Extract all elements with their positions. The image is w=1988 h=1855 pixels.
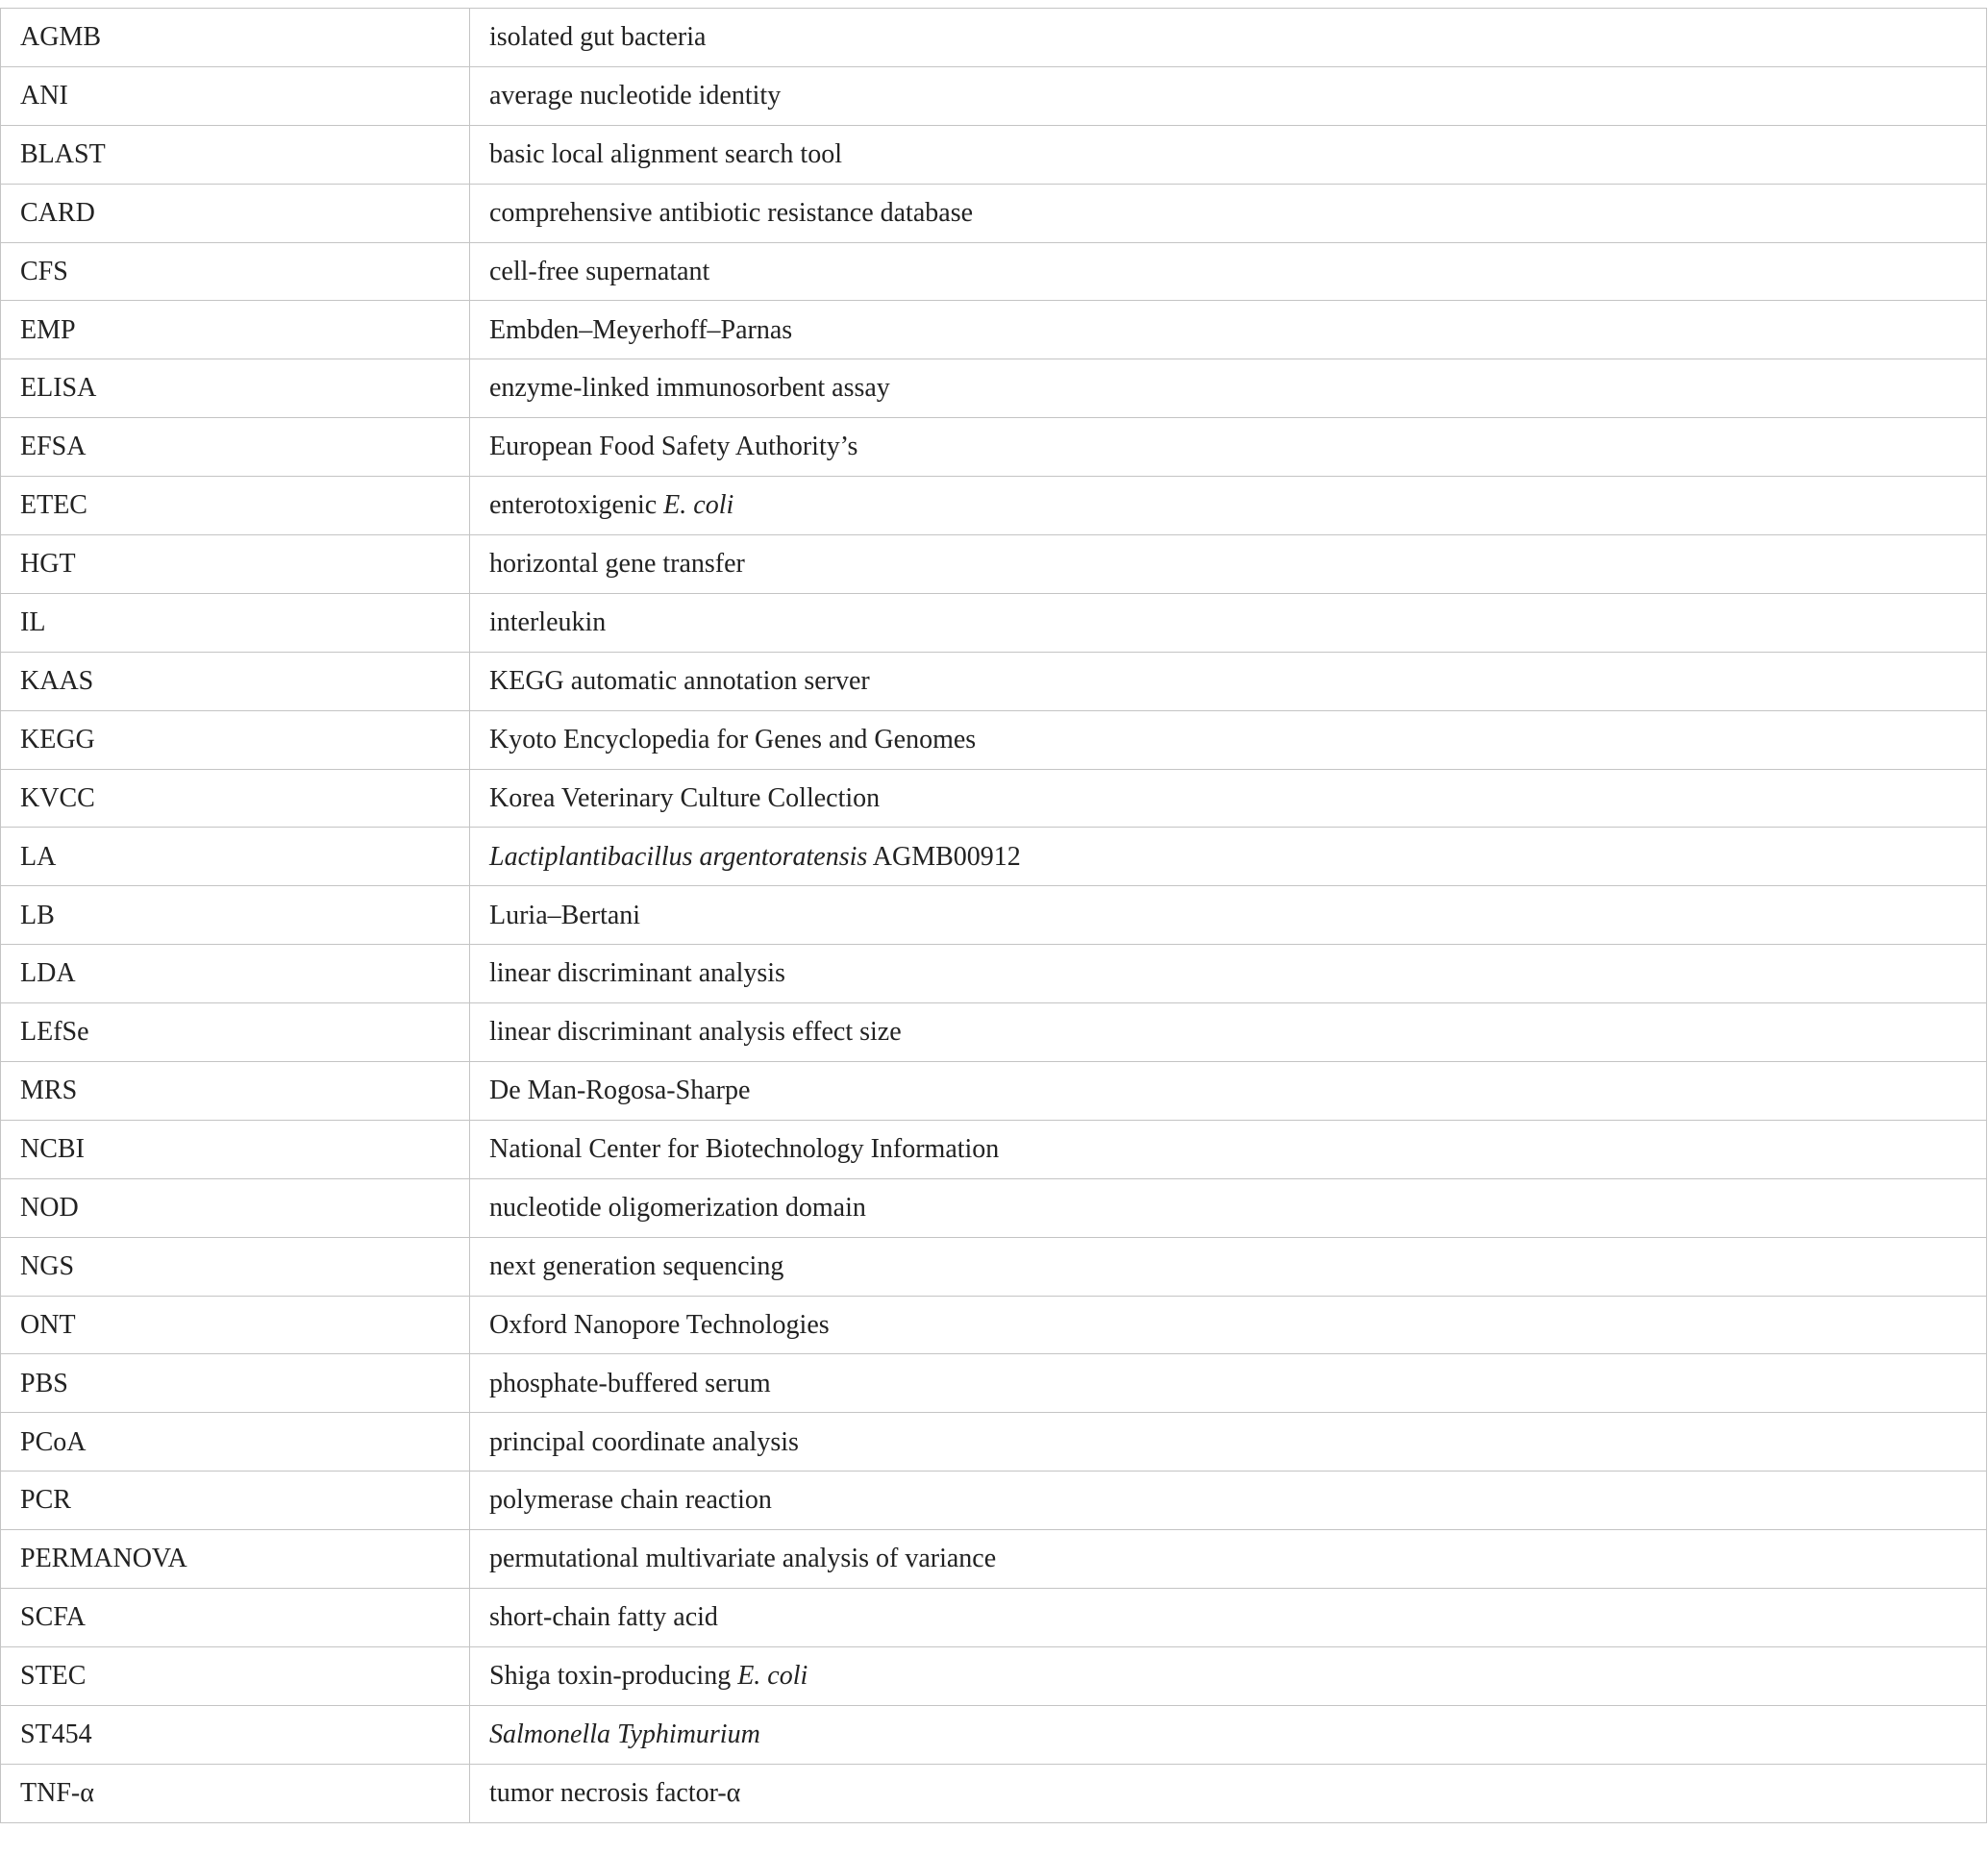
definition-text: short-chain fatty acid bbox=[489, 1602, 718, 1633]
abbreviation-cell: CFS bbox=[1, 242, 470, 301]
definition-cell bbox=[470, 9, 1987, 67]
definition-text: Embden–Meyerhoff–Parnas bbox=[489, 314, 793, 345]
definition-cell bbox=[470, 769, 1987, 828]
table-row bbox=[1, 184, 1987, 242]
abbreviation-cell: NGS bbox=[1, 1237, 470, 1296]
abbreviation-cell: PBS bbox=[1, 1354, 470, 1413]
definition-cell bbox=[470, 535, 1987, 594]
definition-cell bbox=[470, 1237, 1987, 1296]
table-row bbox=[1, 1413, 1987, 1472]
abbreviation-cell: EMP bbox=[1, 301, 470, 359]
abbreviation-cell: ST454 bbox=[1, 1705, 470, 1764]
table-row bbox=[1, 1530, 1987, 1589]
table-row bbox=[1, 301, 1987, 359]
abbreviation-cell: KEGG bbox=[1, 710, 470, 769]
definition-cell bbox=[470, 1646, 1987, 1705]
definition-cell bbox=[470, 184, 1987, 242]
definition-cell bbox=[470, 1003, 1987, 1062]
definition-cell bbox=[470, 66, 1987, 125]
abbreviation-cell: ELISA bbox=[1, 359, 470, 418]
definition-italic-text: Salmonella Typhimurium bbox=[489, 1719, 760, 1749]
definition-cell bbox=[470, 710, 1987, 769]
abbreviation-cell: LB bbox=[1, 886, 470, 945]
abbreviation-cell: PCR bbox=[1, 1472, 470, 1530]
definition-text: De Man-Rogosa-Sharpe bbox=[489, 1076, 751, 1106]
table-row bbox=[1, 1764, 1987, 1822]
definition-text: linear discriminant analysis bbox=[489, 958, 785, 989]
abbreviation-cell: NCBI bbox=[1, 1120, 470, 1178]
definition-text: linear discriminant analysis effect size bbox=[489, 1017, 902, 1048]
definition-text: Luria–Bertani bbox=[489, 900, 641, 930]
table-row bbox=[1, 66, 1987, 125]
definition-text: Kyoto Encyclopedia for Genes and Genomes bbox=[489, 724, 977, 754]
abbreviation-cell: ONT bbox=[1, 1296, 470, 1354]
abbreviation-cell: CARD bbox=[1, 184, 470, 242]
definition-cell bbox=[470, 359, 1987, 418]
definition-cell bbox=[470, 593, 1987, 652]
table-row bbox=[1, 1705, 1987, 1764]
definition-italic-text: E. coli bbox=[663, 490, 734, 521]
abbreviation-cell: AGMB bbox=[1, 9, 470, 67]
definition-text: principal coordinate analysis bbox=[489, 1426, 799, 1457]
table-row bbox=[1, 1589, 1987, 1647]
definition-italic-text: E. coli bbox=[737, 1661, 808, 1692]
abbreviation-cell: PCoA bbox=[1, 1413, 470, 1472]
definition-cell bbox=[470, 1589, 1987, 1647]
table-row bbox=[1, 1296, 1987, 1354]
definition-text: nucleotide oligomerization domain bbox=[489, 1192, 866, 1223]
definition-text: tumor necrosis factor-α bbox=[489, 1777, 741, 1808]
definition-cell bbox=[470, 1413, 1987, 1472]
definition-text: polymerase chain reaction bbox=[489, 1485, 772, 1516]
table-row bbox=[1, 1062, 1987, 1121]
abbreviation-cell: HGT bbox=[1, 535, 470, 594]
table-row bbox=[1, 359, 1987, 418]
definition-text: horizontal gene transfer bbox=[489, 549, 745, 580]
abbreviation-cell: MRS bbox=[1, 1062, 470, 1121]
definition-cell bbox=[470, 828, 1987, 886]
definition-cell bbox=[470, 125, 1987, 184]
abbreviation-cell: PERMANOVA bbox=[1, 1530, 470, 1589]
abbreviation-cell: ETEC bbox=[1, 477, 470, 535]
definition-text: enterotoxigenic bbox=[489, 490, 664, 521]
definition-text: enzyme-linked immunosorbent assay bbox=[489, 373, 890, 404]
definition-text: next generation sequencing bbox=[489, 1250, 784, 1281]
definition-cell bbox=[470, 1178, 1987, 1237]
table-row bbox=[1, 1237, 1987, 1296]
abbreviation-cell: ANI bbox=[1, 66, 470, 125]
table-row bbox=[1, 1354, 1987, 1413]
definition-cell bbox=[470, 1062, 1987, 1121]
abbreviation-cell: KVCC bbox=[1, 769, 470, 828]
table-row bbox=[1, 1646, 1987, 1705]
definition-cell bbox=[470, 1705, 1987, 1764]
table-row bbox=[1, 769, 1987, 828]
definition-text: cell-free supernatant bbox=[489, 256, 710, 286]
definition-text: comprehensive antibiotic resistance database bbox=[489, 197, 974, 228]
definition-text: European Food Safety Authority’s bbox=[489, 432, 858, 462]
definition-cell bbox=[470, 1530, 1987, 1589]
table-row bbox=[1, 9, 1987, 67]
definition-cell bbox=[470, 242, 1987, 301]
abbreviation-cell: TNF-α bbox=[1, 1764, 470, 1822]
definition-text: interleukin bbox=[489, 607, 607, 638]
definition-cell bbox=[470, 1472, 1987, 1530]
definition-cell bbox=[470, 1120, 1987, 1178]
abbreviation-cell: SCFA bbox=[1, 1589, 470, 1647]
definition-text: basic local alignment search tool bbox=[489, 138, 842, 169]
definition-text: AGMB00912 bbox=[867, 841, 1021, 872]
definition-cell bbox=[470, 1296, 1987, 1354]
abbreviation-cell: LA bbox=[1, 828, 470, 886]
definition-cell bbox=[470, 886, 1987, 945]
definition-cell bbox=[470, 945, 1987, 1003]
abbreviation-cell: NOD bbox=[1, 1178, 470, 1237]
table-row bbox=[1, 535, 1987, 594]
definition-text: KEGG automatic annotation server bbox=[489, 665, 870, 696]
definition-cell bbox=[470, 477, 1987, 535]
table-row bbox=[1, 125, 1987, 184]
definition-text: National Center for Biotechnology Information bbox=[489, 1134, 1000, 1165]
definition-cell bbox=[470, 1354, 1987, 1413]
table-row bbox=[1, 828, 1987, 886]
abbreviations-table bbox=[0, 8, 1987, 1823]
abbreviation-cell: LDA bbox=[1, 945, 470, 1003]
definition-text: permutational multivariate analysis of variance bbox=[489, 1544, 997, 1574]
table-row bbox=[1, 242, 1987, 301]
definition-cell bbox=[470, 301, 1987, 359]
table-row bbox=[1, 593, 1987, 652]
table-row bbox=[1, 710, 1987, 769]
abbreviation-cell: IL bbox=[1, 593, 470, 652]
table-row bbox=[1, 945, 1987, 1003]
abbreviation-cell: BLAST bbox=[1, 125, 470, 184]
table-row bbox=[1, 1472, 1987, 1530]
definition-cell bbox=[470, 1764, 1987, 1822]
abbreviation-cell: STEC bbox=[1, 1646, 470, 1705]
table-row bbox=[1, 886, 1987, 945]
definition-cell bbox=[470, 652, 1987, 710]
definition-text: Shiga toxin-producing bbox=[489, 1661, 738, 1692]
table-row bbox=[1, 418, 1987, 477]
definition-text: Korea Veterinary Culture Collection bbox=[489, 782, 881, 813]
definition-cell bbox=[470, 418, 1987, 477]
definition-italic-text: Lactiplantibacillus argentoratensis bbox=[489, 841, 868, 872]
abbreviation-cell: LEfSe bbox=[1, 1003, 470, 1062]
table-row bbox=[1, 1178, 1987, 1237]
table-row bbox=[1, 477, 1987, 535]
abbreviation-cell: EFSA bbox=[1, 418, 470, 477]
definition-text: phosphate-buffered serum bbox=[489, 1368, 771, 1398]
table-row bbox=[1, 652, 1987, 710]
definition-text: isolated gut bacteria bbox=[489, 22, 707, 53]
abbreviations-table-body bbox=[1, 9, 1987, 1823]
definition-text: average nucleotide identity bbox=[489, 81, 782, 111]
definition-text: Oxford Nanopore Technologies bbox=[489, 1309, 830, 1340]
table-row bbox=[1, 1120, 1987, 1178]
abbreviation-cell: KAAS bbox=[1, 652, 470, 710]
table-row bbox=[1, 1003, 1987, 1062]
